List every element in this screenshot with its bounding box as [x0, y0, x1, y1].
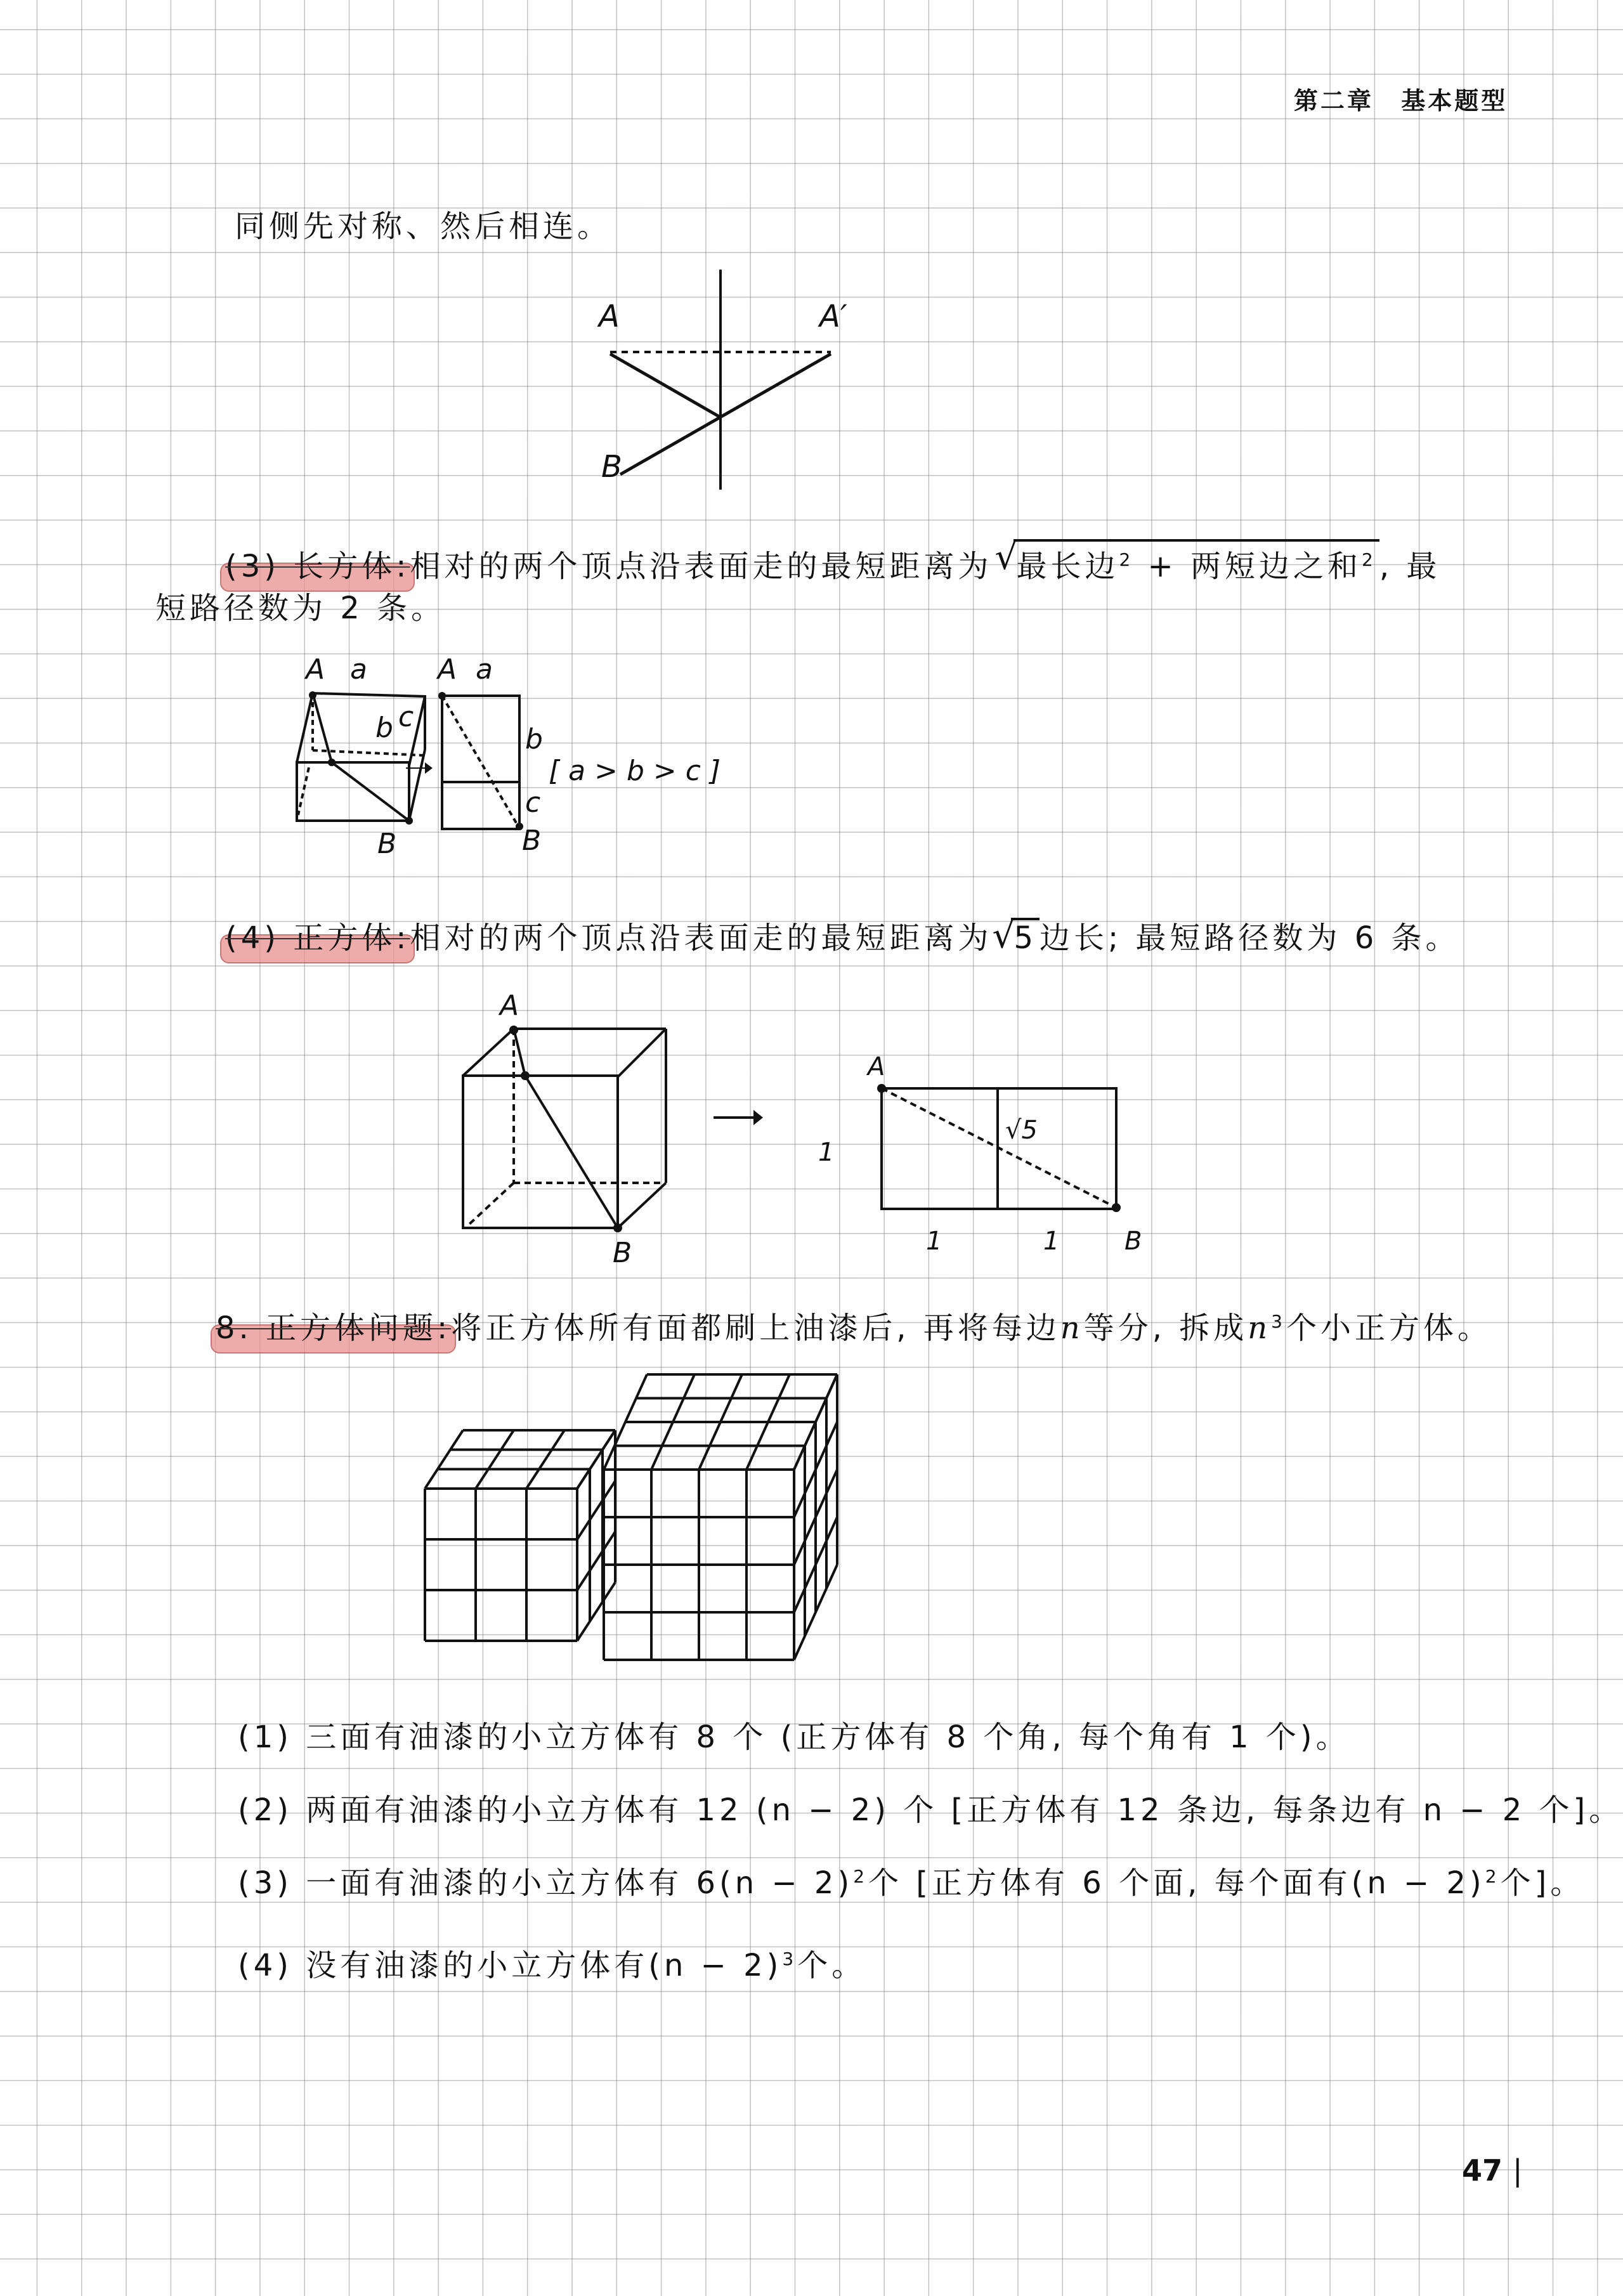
net-label-edge-a: a: [476, 653, 493, 686]
net-label-a: A: [438, 653, 457, 686]
net-label-edge-b: b: [525, 723, 543, 755]
net-vertex-b: [1112, 1203, 1121, 1212]
sup: 2: [853, 1866, 869, 1887]
item8-tag: 8. 正方体问题:: [216, 1303, 451, 1347]
result-2: (2) 两面有油漆的小立方体有 12 (n − 2) 个 [正方体有 12 条边, 每条边有 n − 2 个]。: [238, 1792, 1623, 1828]
page-number-value: 47: [1462, 2153, 1503, 2188]
vertex-mid: [521, 1071, 530, 1080]
result-3: [238, 1858, 1584, 1902]
label-b: B: [613, 1237, 632, 1269]
chapter-header: [1294, 81, 1508, 116]
vertex-mid: [328, 759, 336, 766]
small-cube-top-depth-line: [526, 1430, 564, 1489]
sup: 3: [1271, 1311, 1286, 1332]
item4-tail: 边长; 最短路径数为 6 条。: [1040, 920, 1460, 956]
painted-cubes-figure: [412, 1351, 1173, 1668]
net-vertex-a: [877, 1084, 886, 1093]
result-3-pre: (3) 一面有油漆的小立方体有 6(n − 2): [238, 1865, 854, 1901]
hidden-depth: [469, 1183, 514, 1224]
small-cube-top-depth-line: [425, 1430, 463, 1489]
item4-line: [225, 913, 1460, 957]
bottom-label-1: 1: [926, 1227, 942, 1256]
item3-line1: [225, 539, 1440, 585]
result-4-pre: (4) 没有油漆的小立方体有(n − 2): [238, 1948, 783, 1983]
result-4-post: 个。: [797, 1948, 866, 1983]
label-a: A: [599, 299, 620, 334]
vertex-a: [509, 1026, 518, 1034]
plus: +: [1134, 549, 1191, 584]
intro-text: 同侧先对称、然后相连。: [235, 209, 612, 244]
sup: 2: [1119, 549, 1135, 570]
n-var: n: [1060, 1310, 1084, 1346]
path-mid-b: [525, 1076, 618, 1228]
net-vertex-a: [438, 692, 446, 700]
sqrt-value: 5: [1014, 920, 1037, 956]
label-edge-c: c: [398, 701, 414, 733]
path-mid-to-b: [332, 762, 409, 821]
n-var: n: [1248, 1310, 1272, 1346]
chapter-label: 第二章: [1294, 86, 1374, 115]
condition-text: [ a > b > c ]: [549, 755, 721, 787]
cube-bottom-right: [618, 1183, 666, 1228]
result-1: (1) 三面有油漆的小立方体有 8 个 (正方体有 8 个角, 每个角有 1 个)。: [238, 1719, 1350, 1755]
result-3-post: 个]。: [1500, 1865, 1585, 1901]
net-label-b: B: [522, 825, 542, 857]
item8-line: [216, 1303, 1492, 1347]
net-label-b: B: [1124, 1227, 1142, 1256]
label-edge-b: b: [375, 712, 393, 744]
label-a: A: [306, 653, 325, 686]
sup: 2: [1485, 1866, 1501, 1887]
net-label-a: A: [868, 1052, 885, 1081]
side-label: 1: [818, 1138, 835, 1167]
line-a-to-axis: [610, 354, 720, 417]
result-4: [238, 1941, 866, 1985]
item4-text: 相对的两个顶点沿表面走的最短距离为: [410, 920, 993, 956]
item3-sqrt: [1014, 539, 1379, 585]
mirror-figure: [571, 254, 1078, 507]
sup: 3: [782, 1948, 798, 1969]
sqrt-term1: 最长边: [1016, 549, 1119, 584]
item4-sqrt: [1011, 918, 1040, 956]
diag-label: √5: [1005, 1116, 1038, 1145]
section-label: 基本题型: [1401, 86, 1508, 115]
cube-figure: [431, 964, 1161, 1269]
label-edge-a: a: [350, 653, 367, 686]
item8-mid: 等分, 拆成: [1083, 1310, 1248, 1346]
item3-tag: (3) 长方体:: [225, 542, 410, 585]
sup: 2: [1362, 549, 1377, 570]
vertex-b: [613, 1223, 622, 1232]
page-number: 47 |: [1462, 2153, 1523, 2188]
cuboid-top-left-edge: [297, 693, 313, 762]
bottom-label-2: 1: [1043, 1227, 1060, 1256]
label-b: B: [601, 449, 622, 485]
net-rect: [442, 696, 519, 829]
vertex-b: [405, 817, 413, 825]
cuboid-front-face: [297, 762, 409, 821]
vertex-a: [309, 691, 316, 699]
item3-line2: 短路径数为 2 条。: [155, 590, 446, 626]
item4-tag: (4) 正方体:: [225, 913, 410, 957]
hidden-edge-depth: [298, 767, 309, 815]
path-a-mid: [514, 1029, 525, 1076]
item8-text: 将正方体所有面都刷上油漆后, 再将每边: [451, 1310, 1060, 1346]
label-a: A: [500, 989, 519, 1022]
small-cube-side-depth-line: [577, 1532, 615, 1590]
result-3-mid: 个 [正方体有 6 个面, 每个面有(n − 2): [868, 1865, 1485, 1901]
sqrt-term2: 两短边之和: [1190, 549, 1362, 584]
item3-tail: , 最: [1379, 549, 1441, 584]
net-shortest-path: [442, 696, 519, 828]
cuboid-figure: [285, 641, 1332, 875]
label-a-prime: A′: [819, 299, 847, 334]
label-b: B: [377, 828, 397, 860]
small-cube-side-depth-line: [577, 1481, 615, 1539]
arrow-icon: [714, 1110, 763, 1125]
cube-top-left: [463, 1029, 514, 1076]
item8-tail: 个小正方体。: [1286, 1310, 1492, 1346]
small-cube-top-depth-line: [476, 1430, 514, 1489]
line-b-to-aprime: [620, 354, 831, 474]
net-label-edge-c: c: [525, 786, 541, 819]
item3-text: 相对的两个顶点沿表面走的最短距离为: [410, 549, 993, 584]
cube-top-right: [618, 1029, 666, 1077]
